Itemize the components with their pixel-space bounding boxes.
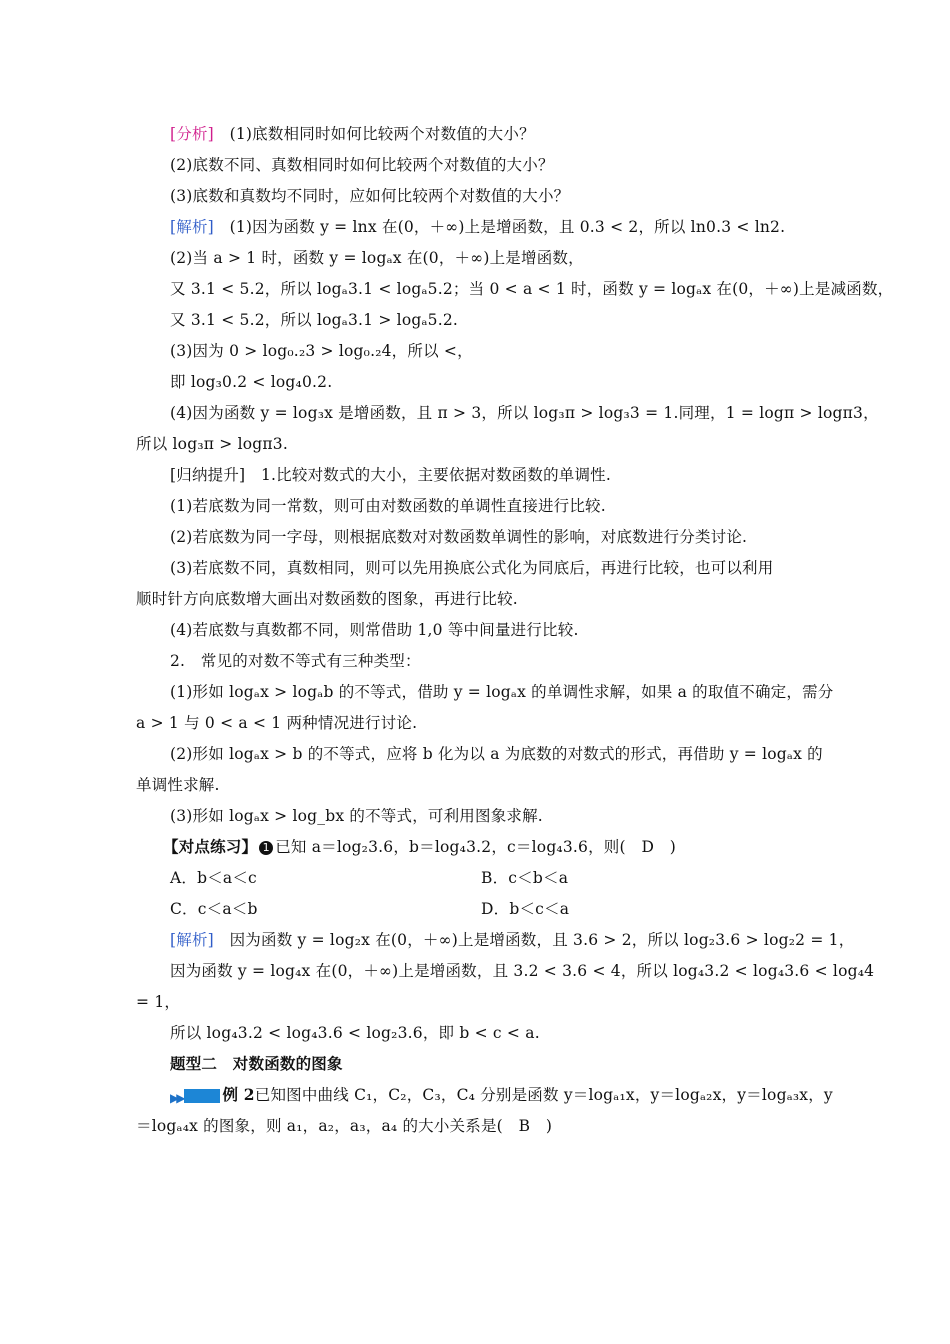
example-line-1 [170,1085,833,1108]
solution-tag: [解析] [170,218,214,236]
analysis-text: (1)底数相同时如何比较两个对数值的大小？ [213,125,535,143]
solution-line-2: (2)当 a > 1 时，函数 y = logₐx 在(0，＋∞)上是增函数， [170,249,584,267]
summary-line-11: 单调性求解. [136,776,220,794]
summary-line-1 [170,465,611,485]
summary-line-10: (2)形如 logₐx > b 的不等式，应将 b 化为以 a 为底数的对数式的形式，再借助 y = logₐx 的 [170,745,823,763]
analysis-line-1 [170,124,535,144]
solution-line-8: 所以 log₃π > logπ3. [136,435,288,453]
practice-solution-line-2: 因为函数 y = log₄x 在(0，＋∞)上是增函数，且 3.2 < 3.6 < 4，所以 log₄3.2 < log₄3.6 < log₄4 [170,962,875,980]
analysis-line-2: (2)底数不同、真数相同时如何比较两个对数值的大小？ [170,156,554,174]
solution-line-7: (4)因为函数 y = log₃x 是增函数，且 π > 3，所以 log₃π > log₃3 = 1.同理，1 = logπ > logπ3， [170,404,879,422]
summary-line-2: (1)若底数为同一常数，则可由对数函数的单调性直接进行比较. [170,497,606,515]
practice-solution-tag: [解析] [170,931,214,949]
solution-line-3: 又 3.1 < 5.2，所以 logₐ3.1 < logₐ5.2；当 0 < a < 1 时，函数 y = logₐx 在(0，＋∞)上是减函数， [170,280,894,298]
summary-line-7: 2. 常见的对数不等式有三种类型： [170,652,421,670]
option-a: A．b＜a＜c [170,869,257,887]
option-c: C．c＜a＜b [170,900,258,918]
analysis-tag: [分析] [170,125,214,143]
summary-line-6: (4)若底数与真数都不同，则常借助 1,0 等中间量进行比较. [170,621,579,639]
summary-text: 1.比较对数式的大小，主要依据对数函数的单调性. [245,466,612,484]
example-line-2: ＝logₐ₄x 的图象，则 a₁，a₂，a₃，a₄ 的大小关系是( B ) [136,1117,553,1135]
practice-label: 【对点练习】 [163,837,258,856]
example-label: 例 2 [222,1085,255,1104]
practice-solution-line-3: = 1， [136,993,181,1011]
summary-line-5: 顺时针方向底数增大画出对数函数的图象，再进行比较. [136,590,518,608]
summary-line-9: a > 1 与 0 < a < 1 两种情况进行讨论. [136,714,418,732]
example-marker-icon: ▶▶ [170,1087,220,1108]
summary-tag: [归纳提升] [170,466,246,484]
summary-line-4: (3)若底数不同，真数相同，则可以先用换底公式化为同底后，再进行比较，也可以利用 [170,559,774,577]
option-d: D．b＜c＜a [481,900,570,918]
solution-text: (1)因为函数 y = lnx 在(0，＋∞)上是增函数，且 0.3 < 2，所以 ln0.3 < ln2. [213,218,786,236]
section-title: 题型二 对数函数的图象 [170,1054,343,1073]
practice-solution-text: 因为函数 y = log₂x 在(0，＋∞)上是增函数，且 3.6 > 2，所以 log₂3.6 > log₂2 = 1， [213,931,855,949]
solution-line-6: 即 log₃0.2 < log₄0.2. [170,373,333,391]
practice-number-badge: 1 [259,841,273,855]
practice-text: 已知 a＝log₂3.6，b＝log₄3.2，c＝log₄3.6，则( D ) [275,838,677,856]
solution-line-1 [170,217,785,237]
option-b: B．c＜b＜a [481,869,569,887]
summary-line-3: (2)若底数为同一字母，则根据底数对对数函数单调性的影响，对底数进行分类讨论. [170,528,748,546]
analysis-line-3: (3)底数和真数均不同时，应如何比较两个对数值的大小？ [170,187,570,205]
practice-solution-line-1 [170,930,854,950]
summary-line-12: (3)形如 logₐx > log_bx 的不等式，可利用图象求解. [170,807,543,825]
practice-solution-line-4: 所以 log₄3.2 < log₄3.6 < log₂3.6，即 b < c < a. [170,1024,540,1042]
example-text-1: 已知图中曲线 C₁，C₂，C₃，C₄ 分别是函数 y＝logₐ₁x，y＝logₐ₂x，y＝logₐ₃x，y [254,1086,833,1104]
summary-line-8: (1)形如 logₐx > logₐb 的不等式，借助 y = logₐx 的单调性求解，如果 a 的取值不确定，需分 [170,683,834,701]
practice-question [163,837,676,857]
solution-line-4: 又 3.1 < 5.2，所以 logₐ3.1 > logₐ5.2. [170,311,459,329]
solution-line-5: (3)因为 0 > log₀.₂3 > log₀.₂4，所以 <， [170,342,473,360]
